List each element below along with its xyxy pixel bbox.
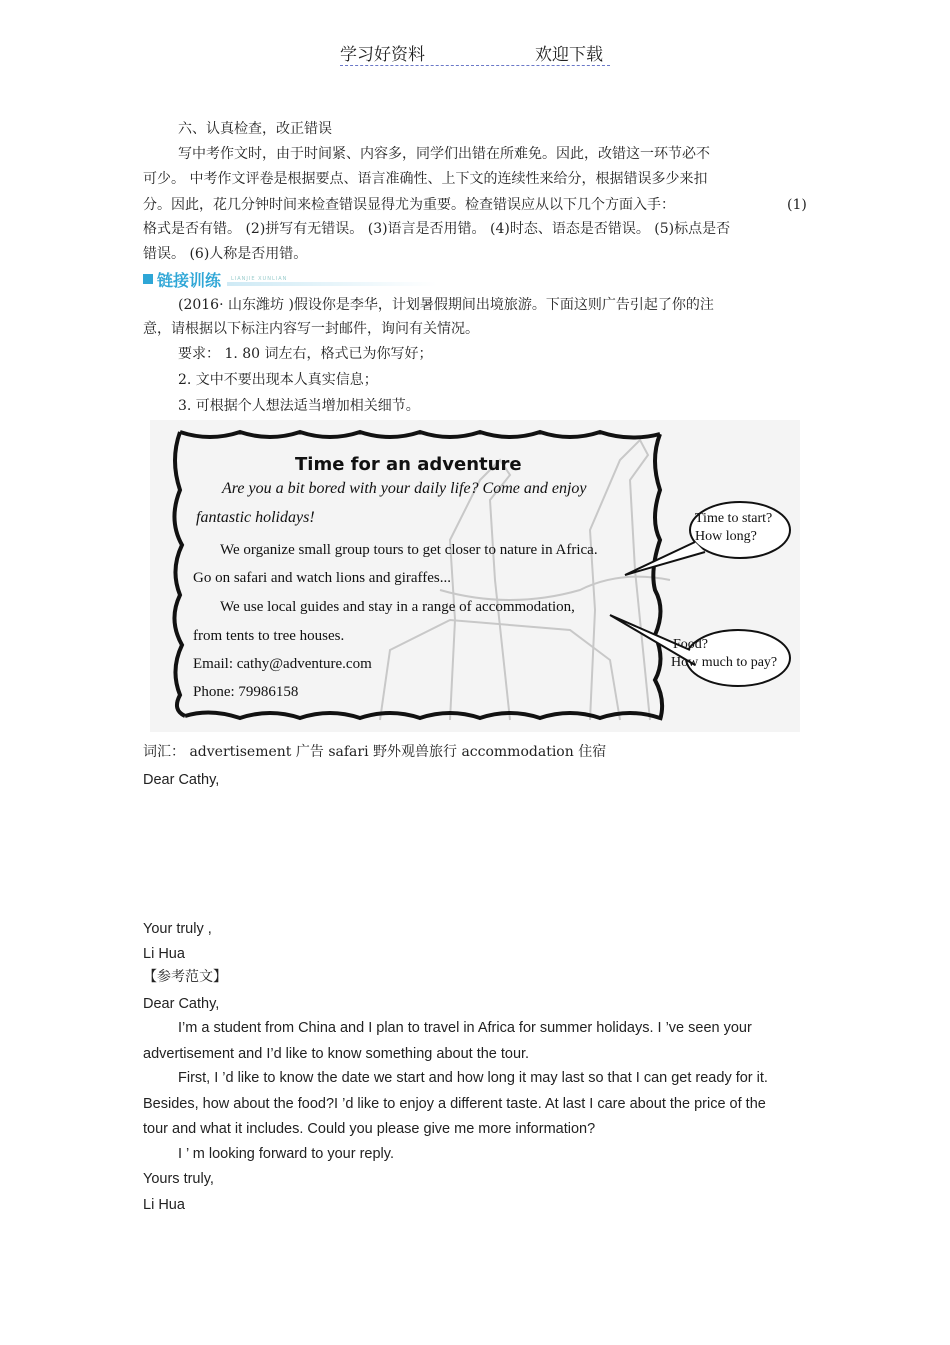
para-line-4: 格式是否有错。 (2)拼写有无错误。 (3)语言是否用错。 (4)时态、语态是否错误。 (5)标点是否: [143, 221, 731, 237]
ad-italic-1: Are you a bit bored with your daily life? Come and enjoy: [222, 480, 587, 497]
sample-closing: Yours truly,: [143, 1171, 214, 1187]
sample-line-6: I ’ m looking forward to your reply.: [178, 1146, 394, 1162]
bubble-1-line-2: How long?: [695, 529, 757, 544]
para-line-5: 错误。 (6)人称是否用错。: [143, 246, 308, 262]
ad-email: Email: cathy@adventure.com: [193, 656, 372, 672]
training-title: 链接训练: [157, 271, 222, 290]
sample-line-4: Besides, how about the food?I ’d like to enjoy a different taste. At last I care about the price of the: [143, 1096, 766, 1112]
ad-line-1: We organize small group tours to get closer to nature in Africa.: [220, 542, 598, 558]
section-heading: 六、认真检查，改正错误: [178, 121, 332, 137]
requirement-2: 2. 文中不要出现本人真实信息；: [178, 372, 378, 388]
advertisement-image: [150, 420, 800, 732]
sample-name: Li Hua: [143, 1197, 185, 1213]
training-subtitle: LIANJIE XUNLIAN: [231, 276, 288, 282]
para-line-3-num: (1): [787, 197, 807, 213]
blank-name: Li Hua: [143, 946, 185, 962]
para-line-3: 分。因此，花几分钟时间来检查错误显得尤为重要。检查错误应从以下几个方面入手：: [143, 197, 675, 213]
sample-greeting: Dear Cathy,: [143, 996, 220, 1012]
sample-line-5: tour and what it includes. Could you please give me more information?: [143, 1121, 596, 1137]
para-line-2: 可少。 中考作文评卷是根据要点、语言准确性、上下文的连续性来给分，根据错误多少来扣: [143, 171, 708, 187]
header-rule: [340, 65, 610, 66]
question-line-2: 意，请根据以下标注内容写一封邮件，询问有关情况。: [143, 321, 479, 337]
blank-greeting: Dear Cathy,: [143, 772, 220, 788]
ad-line-3: We use local guides and stay in a range of accommodation,: [220, 599, 575, 615]
vocabulary-line: [143, 743, 606, 761]
header-right: 欢迎下载: [535, 45, 603, 65]
blank-closing: Your truly ,: [143, 921, 212, 937]
ad-title: Time for an adventure: [295, 454, 522, 475]
bubble-1-line-1: Time to start?: [695, 511, 773, 526]
sample-line-3: First, I ’d like to know the date we start and how long it may last so that I can get ready for it.: [178, 1070, 768, 1086]
bubble-2-line-1: Food?: [673, 637, 708, 652]
requirement-3: 3. 可根据个人想法适当增加相关细节。: [178, 398, 420, 414]
ad-line-2: Go on safari and watch lions and giraffes...: [193, 570, 451, 586]
sample-line-1: I’m a student from China and I plan to travel in Africa for summer holidays. I ’ve seen your: [178, 1020, 752, 1036]
header-left: 学习好资料: [340, 45, 425, 65]
ad-italic-2: fantastic holidays!: [196, 509, 315, 526]
sample-heading: 【参考范文】: [143, 969, 227, 985]
requirement-1: 要求： 1. 80 词左右，格式已为你写好；: [178, 346, 433, 362]
bubble-2-line-2: How much to pay?: [671, 655, 778, 670]
sample-line-2: advertisement and I’d like to know something about the tour.: [143, 1046, 530, 1062]
para-line-1: 写中考作文时，由于时间紧、内容多，同学们出错在所难免。因此，改错这一环节必不: [178, 146, 710, 162]
question-line-1: (2016· 山东潍坊 )假设你是李华，计划暑假期间出境旅游。下面这则广告引起了你的注: [178, 297, 714, 313]
ad-line-4: from tents to tree houses.: [193, 628, 345, 644]
ad-phone: Phone: 79986158: [193, 684, 299, 700]
training-bar: [227, 282, 437, 286]
square-icon: [143, 274, 153, 284]
vocab-text: 词汇： advertisement 广告 safari 野外观兽旅行 accommodation 住宿: [143, 744, 607, 760]
